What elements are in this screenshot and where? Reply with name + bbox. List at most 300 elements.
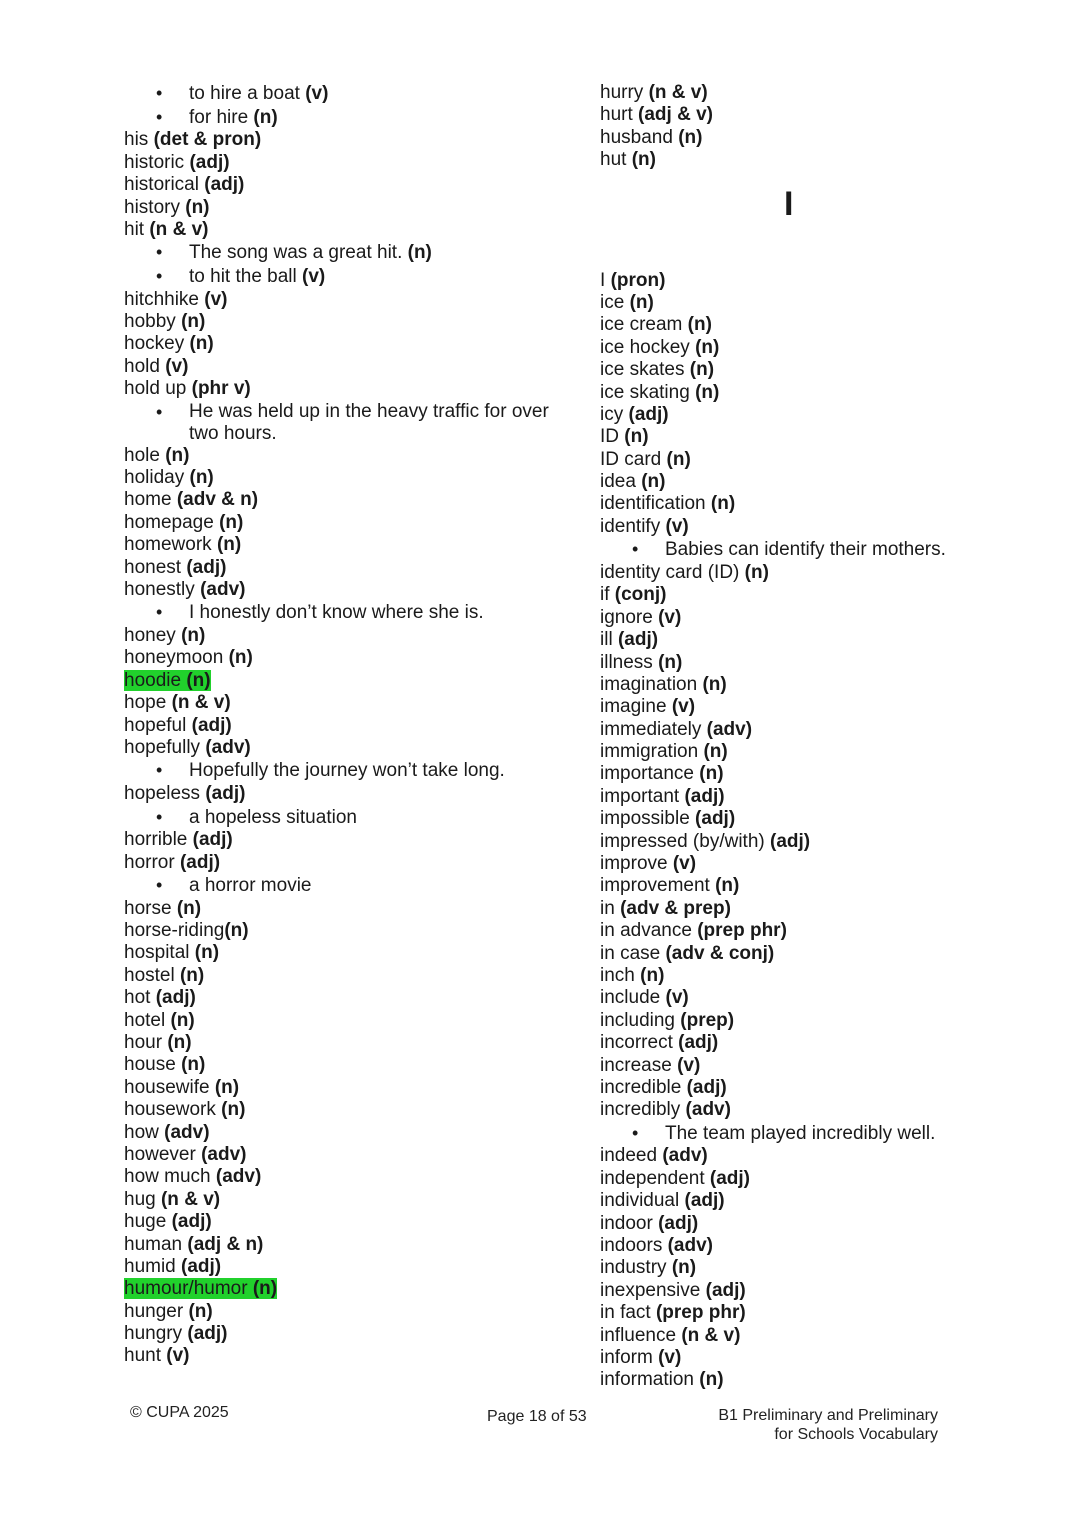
vocab-word: hungry xyxy=(124,1323,183,1345)
part-of-speech: (adj) xyxy=(617,629,659,651)
vocab-word: honeymoon xyxy=(124,647,224,669)
vocab-entry xyxy=(600,382,1000,404)
part-of-speech: (v) xyxy=(305,83,329,104)
example-bullet xyxy=(600,538,1000,562)
example-bullet xyxy=(124,241,554,265)
vocab-word: ID xyxy=(600,426,619,448)
vocab-word: influence xyxy=(600,1324,677,1346)
vocab-word: hospital xyxy=(124,942,190,964)
vocab-entry xyxy=(600,943,1000,965)
part-of-speech: (v) xyxy=(165,355,189,377)
vocab-entry xyxy=(124,920,554,942)
vocab-word: important xyxy=(600,785,680,807)
vocab-entry xyxy=(600,1347,1000,1369)
vocab-entry xyxy=(124,1301,554,1323)
vocab-word: house xyxy=(124,1054,176,1076)
part-of-speech: (adv) xyxy=(205,737,251,759)
vocab-word: human xyxy=(124,1233,183,1255)
vocab-entry xyxy=(600,898,1000,920)
vocab-word: increase xyxy=(600,1054,672,1076)
vocab-word: imagination xyxy=(600,673,698,695)
vocab-word: hostel xyxy=(124,964,175,986)
part-of-speech: (adv & conj) xyxy=(665,942,775,964)
vocab-word: hunt xyxy=(124,1345,161,1367)
part-of-speech: (n) xyxy=(702,673,727,695)
part-of-speech: (n) xyxy=(176,897,202,919)
vocab-entry xyxy=(600,831,1000,853)
example-bullet xyxy=(124,874,554,898)
vocab-word: indeed xyxy=(600,1145,658,1167)
vocab-entry xyxy=(124,965,554,987)
part-of-speech: (v) xyxy=(302,266,326,288)
vocab-entry xyxy=(124,333,554,355)
part-of-speech: (adv) xyxy=(662,1145,708,1167)
vocab-word: incredible xyxy=(600,1076,682,1098)
vocab-word: hug xyxy=(124,1188,156,1210)
part-of-speech: (n & v) xyxy=(648,82,708,103)
vocab-entry xyxy=(600,1099,1000,1121)
footer-page-number: Page 18 of 53 xyxy=(487,1408,587,1425)
part-of-speech: (adv) xyxy=(685,1099,731,1121)
vocab-word: horror xyxy=(124,851,175,873)
vocab-entry xyxy=(124,1323,554,1345)
vocab-word: hopeless xyxy=(124,783,201,805)
vocab-entry xyxy=(124,670,554,692)
part-of-speech: (n) xyxy=(253,106,278,128)
vocab-entry xyxy=(600,292,1000,314)
part-of-speech: (n) xyxy=(189,467,214,489)
vocab-entry xyxy=(600,426,1000,448)
vocab-word: inexpensive xyxy=(600,1279,701,1301)
part-of-speech: (n) xyxy=(214,1076,240,1098)
vocab-entry xyxy=(124,1211,554,1233)
vocab-entry xyxy=(600,1325,1000,1347)
example-text: to hit the ball xyxy=(189,266,297,288)
vocab-entry xyxy=(600,629,1000,651)
vocab-word: importance xyxy=(600,763,694,785)
part-of-speech: (v) xyxy=(658,1346,682,1368)
vocab-entry xyxy=(124,1077,554,1099)
vocab-word: include xyxy=(600,987,661,1009)
vocab-word: hobby xyxy=(124,311,176,333)
vocab-word: history xyxy=(124,196,180,218)
part-of-speech: (n) xyxy=(407,242,432,264)
right-column xyxy=(600,82,1000,1392)
vocab-entry xyxy=(600,516,1000,538)
part-of-speech: (adj) xyxy=(686,1076,727,1098)
vocab-entry xyxy=(600,1235,1000,1257)
vocab-entry xyxy=(124,174,554,196)
part-of-speech: (n) xyxy=(624,426,649,448)
vocab-word: horrible xyxy=(124,829,188,851)
vocab-word: hole xyxy=(124,444,160,466)
highlighted-entry xyxy=(124,1278,277,1299)
vocab-entry xyxy=(600,875,1000,897)
vocab-word: hunger xyxy=(124,1300,184,1322)
vocab-word: ice skates xyxy=(600,359,685,381)
vocab-entry xyxy=(600,1032,1000,1054)
vocab-entry xyxy=(124,512,554,534)
vocab-word: holiday xyxy=(124,467,185,489)
part-of-speech: (n) xyxy=(678,126,703,148)
vocab-entry xyxy=(124,1234,554,1256)
vocab-entry xyxy=(600,652,1000,674)
vocab-word: individual xyxy=(600,1190,680,1212)
vocab-word: huge xyxy=(124,1211,167,1233)
example-bullet xyxy=(124,401,554,445)
part-of-speech: (adv) xyxy=(706,718,753,740)
section-letter-block xyxy=(600,172,1000,270)
part-of-speech: (v) xyxy=(665,987,689,1009)
vocab-entry xyxy=(124,852,554,874)
part-of-speech: (adj) xyxy=(709,1167,750,1189)
part-of-speech: (adv) xyxy=(667,1234,714,1256)
part-of-speech: (adj & n) xyxy=(187,1233,264,1255)
vocab-word: illness xyxy=(600,651,653,673)
part-of-speech: (adj) xyxy=(181,1255,222,1277)
vocab-entry xyxy=(600,1257,1000,1279)
vocab-entry xyxy=(124,1166,554,1188)
vocab-word: inform xyxy=(600,1346,653,1368)
vocab-word: industry xyxy=(600,1257,667,1279)
vocab-word: ice xyxy=(600,291,625,313)
part-of-speech: (n) xyxy=(744,561,769,583)
vocab-entry xyxy=(600,314,1000,336)
highlighted-entry xyxy=(124,670,211,691)
vocab-entry xyxy=(600,696,1000,718)
part-of-speech: (adv) xyxy=(215,1166,262,1188)
part-of-speech: (adv & n) xyxy=(176,489,259,511)
vocab-word: in fact xyxy=(600,1302,651,1324)
part-of-speech: (v) xyxy=(166,1345,190,1367)
vocab-word: hurt xyxy=(600,104,633,126)
vocab-word: identify xyxy=(600,515,661,537)
vocab-word: how xyxy=(124,1121,159,1143)
vocab-entry xyxy=(124,1032,554,1054)
part-of-speech: (n) xyxy=(170,1009,195,1031)
vocab-entry xyxy=(600,763,1000,785)
section-letter-heading: I xyxy=(784,184,794,223)
vocab-entry xyxy=(600,1055,1000,1077)
vocab-entry xyxy=(124,737,554,759)
vocab-word: hot xyxy=(124,987,151,1009)
part-of-speech: (n) xyxy=(695,336,720,358)
vocab-word: in advance xyxy=(600,920,692,942)
vocab-entry xyxy=(124,1054,554,1076)
vocab-entry xyxy=(124,1144,554,1166)
part-of-speech: (n) xyxy=(189,333,214,355)
vocab-entry xyxy=(124,356,554,378)
example-text: Hopefully the journey won’t take long. xyxy=(189,760,505,782)
example-text: The song was a great hit. xyxy=(189,242,403,264)
part-of-speech: (n & v) xyxy=(149,218,209,240)
vocab-word: ID card xyxy=(600,448,662,470)
part-of-speech: (n) xyxy=(216,534,242,556)
part-of-speech: (adj) xyxy=(770,830,811,852)
part-of-speech: (phr v) xyxy=(191,378,251,400)
vocab-entry xyxy=(600,449,1000,471)
vocab-word: historic xyxy=(124,151,185,173)
part-of-speech: (adv) xyxy=(164,1121,210,1143)
vocab-entry xyxy=(600,1369,1000,1391)
example-text: to hire a boat xyxy=(189,83,300,104)
vocab-word: ill xyxy=(600,629,613,651)
vocab-entry xyxy=(124,692,554,714)
vocab-word: hold up xyxy=(124,378,187,400)
part-of-speech: (adj) xyxy=(684,1190,725,1212)
vocab-word: hitchhike xyxy=(124,288,199,310)
vocab-entry xyxy=(124,445,554,467)
part-of-speech: (adj) xyxy=(205,783,246,805)
footer-copyright: © CUPA 2025 xyxy=(130,1404,229,1421)
vocab-word: ice cream xyxy=(600,314,683,336)
vocab-word: hold xyxy=(124,355,160,377)
vocab-word: hockey xyxy=(124,333,185,355)
part-of-speech: (v) xyxy=(672,853,697,875)
vocab-word: hurry xyxy=(600,82,644,103)
vocab-entry xyxy=(124,378,554,400)
vocab-word: immediately xyxy=(600,718,702,740)
vocab-word: home xyxy=(124,489,172,511)
part-of-speech: (pron) xyxy=(610,269,666,291)
vocab-entry xyxy=(124,467,554,489)
vocab-word: however xyxy=(124,1143,196,1165)
vocab-word: hopeful xyxy=(124,714,187,736)
vocab-word: if xyxy=(600,584,610,606)
vocab-word: horse xyxy=(124,897,172,919)
vocab-entry xyxy=(600,562,1000,584)
vocab-word: incorrect xyxy=(600,1032,673,1054)
vocab-word: incredibly xyxy=(600,1099,681,1121)
part-of-speech: (n) xyxy=(631,149,656,171)
vocab-word: housework xyxy=(124,1099,216,1121)
part-of-speech: (n) xyxy=(710,493,736,515)
vocab-entry xyxy=(600,1280,1000,1302)
part-of-speech: (n) xyxy=(185,196,210,218)
vocab-entry xyxy=(124,1256,554,1278)
example-text: The team played incredibly well. xyxy=(665,1122,936,1144)
footer-title-line2: for Schools Vocabulary xyxy=(774,1426,938,1443)
vocab-entry xyxy=(600,149,1000,171)
part-of-speech: (n & v) xyxy=(160,1188,221,1210)
part-of-speech: (adj) xyxy=(204,174,245,196)
part-of-speech: (n) xyxy=(167,1032,192,1053)
part-of-speech: (v) xyxy=(677,1054,701,1076)
vocab-word: improvement xyxy=(600,875,710,897)
vocab-entry xyxy=(124,311,554,333)
vocab-entry xyxy=(124,1345,554,1367)
vocab-entry xyxy=(600,808,1000,830)
part-of-speech: (n) xyxy=(181,311,206,333)
part-of-speech: (adj) xyxy=(628,403,669,425)
vocab-entry xyxy=(124,829,554,851)
vocab-word: inch xyxy=(600,964,635,986)
vocab-entry xyxy=(124,534,554,556)
part-of-speech: (n) xyxy=(181,1054,206,1076)
part-of-speech: (n) xyxy=(165,444,190,466)
part-of-speech: (n) xyxy=(687,314,712,336)
vocab-word: hour xyxy=(124,1032,163,1053)
part-of-speech: (n) xyxy=(666,448,691,470)
vocab-entry xyxy=(124,1010,554,1032)
part-of-speech: (n & v) xyxy=(681,1324,741,1346)
vocab-entry xyxy=(124,1189,554,1211)
part-of-speech: (n) xyxy=(641,471,666,493)
part-of-speech: (prep phr) xyxy=(655,1302,746,1324)
part-of-speech: (adv) xyxy=(201,1143,247,1165)
vocab-word: hope xyxy=(124,692,167,714)
vocab-entry xyxy=(600,607,1000,629)
vocab-entry xyxy=(600,82,1000,104)
vocab-entry xyxy=(600,337,1000,359)
part-of-speech: (v) xyxy=(665,515,689,537)
vocab-word: icy xyxy=(600,403,624,425)
vocab-word: humour/humor xyxy=(124,1278,248,1300)
vocab-entry xyxy=(600,471,1000,493)
part-of-speech: (conj) xyxy=(614,584,667,606)
vocab-word: independent xyxy=(600,1167,705,1189)
example-text: I honestly don’t know where she is. xyxy=(189,602,484,624)
part-of-speech: (n) xyxy=(715,875,740,897)
part-of-speech: (adj) xyxy=(192,829,233,851)
vocab-word: including xyxy=(600,1009,675,1031)
vocab-word: historical xyxy=(124,174,199,196)
vocab-word: hopefully xyxy=(124,737,201,759)
vocab-word: hoodie xyxy=(124,669,182,691)
vocab-word: homework xyxy=(124,534,212,556)
vocab-word: homepage xyxy=(124,511,214,533)
part-of-speech: (prep phr) xyxy=(697,920,787,942)
vocab-entry xyxy=(124,197,554,219)
part-of-speech: (adj) xyxy=(191,714,232,736)
part-of-speech: (v) xyxy=(671,696,696,718)
vocab-entry xyxy=(600,786,1000,808)
vocab-entry xyxy=(124,942,554,964)
vocab-word: I xyxy=(600,269,606,291)
vocab-entry xyxy=(124,1278,554,1300)
part-of-speech: (adj) xyxy=(678,1032,719,1054)
example-bullet xyxy=(124,759,554,783)
vocab-word: idea xyxy=(600,471,636,493)
vocab-word: humid xyxy=(124,1255,176,1277)
vocab-entry xyxy=(600,719,1000,741)
part-of-speech: (adj) xyxy=(695,808,736,830)
vocab-word: how much xyxy=(124,1166,211,1188)
example-bullet xyxy=(600,1122,1000,1146)
vocab-word: honestly xyxy=(124,579,195,600)
vocab-entry xyxy=(600,674,1000,696)
part-of-speech: (n) xyxy=(181,625,206,647)
vocab-entry xyxy=(600,920,1000,942)
part-of-speech: (n) xyxy=(658,651,683,673)
part-of-speech: (n) xyxy=(629,291,654,313)
example-bullet xyxy=(124,265,554,289)
part-of-speech: (n) xyxy=(186,669,211,691)
vocab-entry xyxy=(600,965,1000,987)
vocab-entry xyxy=(600,127,1000,149)
part-of-speech: (v) xyxy=(204,288,228,310)
vocab-word: ice hockey xyxy=(600,336,690,358)
vocab-word: husband xyxy=(600,126,673,148)
part-of-speech: (n) xyxy=(188,1300,213,1322)
example-text: a hopeless situation xyxy=(189,806,357,828)
vocab-word: hit xyxy=(124,218,145,240)
part-of-speech: (n) xyxy=(228,647,253,669)
part-of-speech: (n) xyxy=(671,1257,697,1279)
vocab-entry xyxy=(124,557,554,579)
example-text: a horror movie xyxy=(189,874,312,896)
vocab-entry xyxy=(600,853,1000,875)
vocab-word: immigration xyxy=(600,741,699,763)
part-of-speech: (adj) xyxy=(186,556,227,578)
vocab-word: impossible xyxy=(600,808,690,830)
vocab-entry xyxy=(124,579,554,601)
vocab-entry xyxy=(124,152,554,174)
example-text: He was held up in the heavy traffic for over two hours. xyxy=(189,400,549,444)
vocab-word: impressed (by/with) xyxy=(600,830,765,852)
part-of-speech: (n) xyxy=(695,381,720,403)
vocab-word: horse-riding xyxy=(124,920,225,942)
vocab-entry xyxy=(124,489,554,511)
vocab-entry xyxy=(124,129,554,151)
vocab-entry xyxy=(600,1010,1000,1032)
part-of-speech: (n) xyxy=(179,964,205,986)
vocab-word: information xyxy=(600,1369,694,1391)
part-of-speech: (prep) xyxy=(680,1009,735,1031)
vocab-entry xyxy=(124,625,554,647)
vocab-word: identification xyxy=(600,493,706,515)
vocab-entry xyxy=(600,1077,1000,1099)
example-text: for hire xyxy=(189,106,249,128)
example-bullet xyxy=(124,806,554,830)
part-of-speech: (adj) xyxy=(171,1211,212,1233)
vocab-word: hotel xyxy=(124,1009,166,1031)
vocab-entry xyxy=(600,1213,1000,1235)
part-of-speech: (n) xyxy=(194,942,220,964)
vocab-entry xyxy=(600,493,1000,515)
part-of-speech: (n) xyxy=(252,1278,278,1300)
vocab-word: housewife xyxy=(124,1076,210,1098)
vocab-entry xyxy=(600,741,1000,763)
vocab-entry xyxy=(600,404,1000,426)
example-bullet xyxy=(124,82,554,106)
part-of-speech: (adv) xyxy=(200,579,246,600)
vocab-entry xyxy=(600,270,1000,292)
part-of-speech: (n) xyxy=(219,511,244,533)
part-of-speech: (adj) xyxy=(155,987,196,1009)
vocab-entry xyxy=(600,104,1000,126)
part-of-speech: (adv & prep) xyxy=(620,897,731,919)
part-of-speech: (n) xyxy=(640,964,665,986)
vocab-word: in xyxy=(600,897,615,919)
footer-title xyxy=(700,1406,938,1444)
vocab-word: in case xyxy=(600,942,661,964)
vocab-entry xyxy=(124,219,554,241)
vocab-entry xyxy=(124,1099,554,1121)
part-of-speech: (adj) xyxy=(705,1279,746,1301)
part-of-speech: (det & pron) xyxy=(153,129,262,151)
vocab-entry xyxy=(600,359,1000,381)
footer-title-line1: B1 Preliminary and Preliminary xyxy=(718,1407,938,1424)
left-column xyxy=(124,82,554,1368)
part-of-speech: (adj) xyxy=(684,785,725,807)
part-of-speech: (n) xyxy=(699,1369,724,1391)
part-of-speech: (adj) xyxy=(658,1212,699,1234)
vocab-entry xyxy=(600,987,1000,1009)
vocab-entry xyxy=(124,715,554,737)
part-of-speech: (n & v) xyxy=(171,692,231,714)
vocab-word: indoor xyxy=(600,1212,653,1234)
